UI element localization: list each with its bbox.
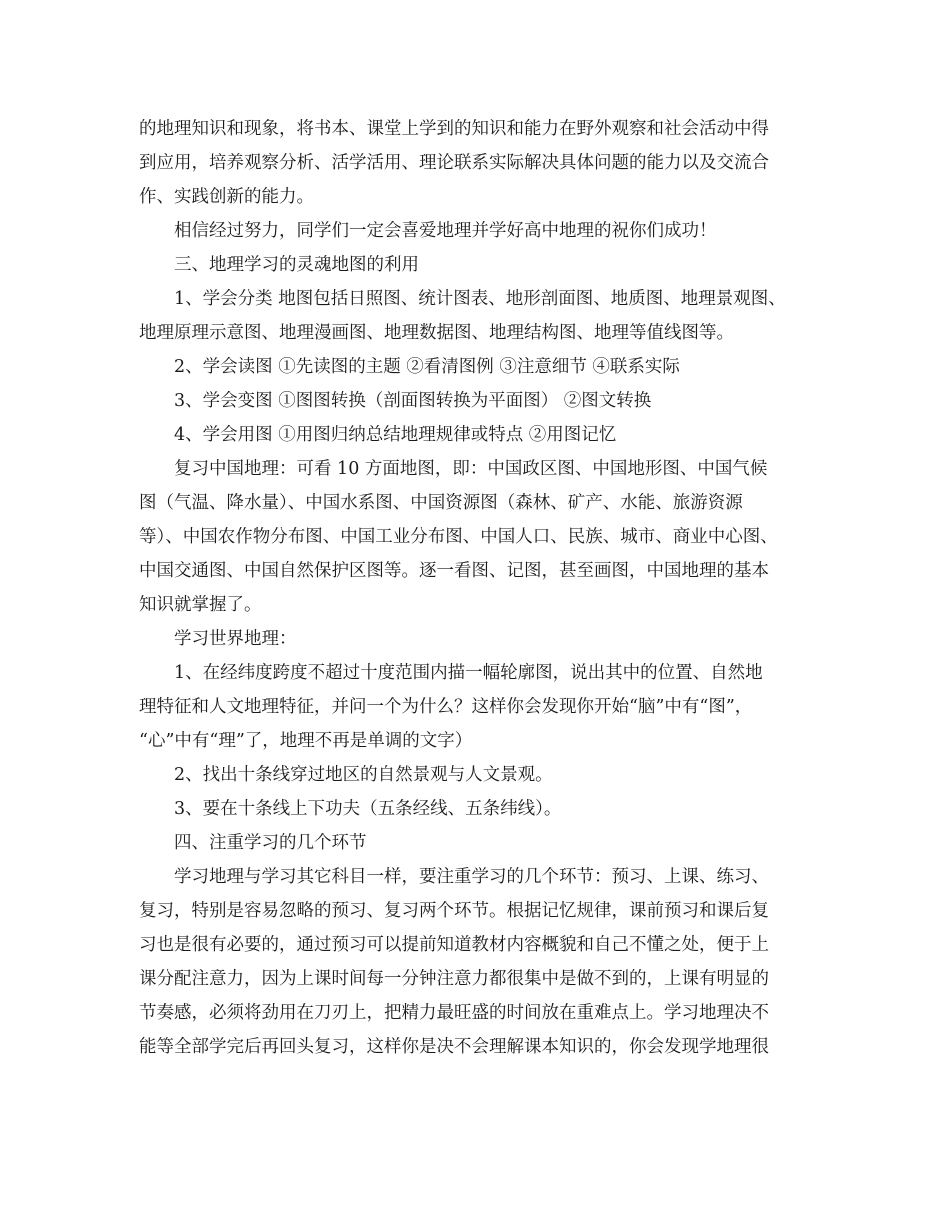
text-line: 2、找出十条线穿过地区的自然景观与人文景观。	[174, 765, 553, 785]
document-body	[139, 112, 819, 1064]
text-line: 1、在经纬度跨度不超过十度范围内描一幅轮廓图，说出其中的位置、自然地	[174, 663, 763, 683]
text-line: 4、学会用图 ①用图归纳总结地理规律或特点 ②用图记忆	[174, 425, 617, 445]
text-line: 节奏感，必须将劲用在刀刃上，把精力最旺盛的时间放在重难点上。学习地理决不	[139, 1003, 769, 1023]
text-line: 1、学会分类 地图包括日照图、统计图表、地形剖面图、地质图、地理景观图、	[174, 289, 786, 309]
text-line: 3、学会变图 ①图图转换（剖面图转换为平面图） ②图文转换	[174, 391, 652, 411]
text-line: 三、地理学习的灵魂地图的利用	[174, 255, 419, 275]
text-line: 图（气温、降水量）、中国水系图、中国资源图（森林、矿产、水能、旅游资源	[139, 493, 743, 513]
text-line: 作、实践创新的能力。	[139, 187, 314, 207]
text-line: 复习，特别是容易忽略的预习、复习两个环节。根据记忆规律，课前预习和课后复	[139, 901, 769, 921]
text-line: 学习地理与学习其它科目一样，要注重学习的几个环节：预习、上课、练习、	[174, 867, 769, 887]
text-line: 习也是很有必要的，通过预习可以提前知道教材内容概貌和自己不懂之处，便于上	[139, 935, 769, 955]
text-line: 的地理知识和现象，将书本、课堂上学到的知识和能力在野外观察和社会活动中得	[139, 119, 769, 139]
text-line: 复习中国地理：可看 10 方面地图，即：中国政区图、中国地形图、中国气候	[174, 459, 768, 479]
text-line: 学习世界地理：	[174, 629, 297, 649]
text-line: 相信经过努力，同学们一定会喜爱地理并学好高中地理的祝你们成功！	[174, 221, 717, 241]
text-line: 到应用，培养观察分析、活学活用、理论联系实际解决具体问题的能力以及交流合	[139, 153, 769, 173]
text-line: 等）、中国农作物分布图、中国工业分布图、中国人口、民族、城市、商业中心图、	[139, 527, 778, 547]
text-line: 3、要在十条线上下功夫（五条经线、五条纬线）。	[174, 799, 562, 819]
text-line: 地理原理示意图、地理漫画图、地理数据图、地理结构图、地理等值线图等。	[139, 323, 734, 343]
text-line: 课分配注意力，因为上课时间每一分钟注意力都很集中是做不到的，上课有明显的	[139, 969, 769, 989]
text-line: “心”中有“理”了，地理不再是单调的文字）	[139, 731, 473, 751]
text-line: 2、学会读图 ①先读图的主题 ②看清图例 ③注意细节 ④联系实际	[174, 357, 680, 377]
text-line: 中国交通图、中国自然保护区图等。逐一看图、记图，甚至画图，中国地理的基本	[139, 561, 769, 581]
text-line: 能等全部学完后再回头复习，这样你是决不会理解课本知识的，你会发现学地理很	[139, 1037, 769, 1057]
text-line: 知识就掌握了。	[139, 595, 262, 615]
text-line: 四、注重学习的几个环节	[174, 833, 367, 853]
text-line: 理特征和人文地理特征，并问一个为什么？这样你会发现你开始“脑”中有“图”，	[139, 697, 753, 717]
